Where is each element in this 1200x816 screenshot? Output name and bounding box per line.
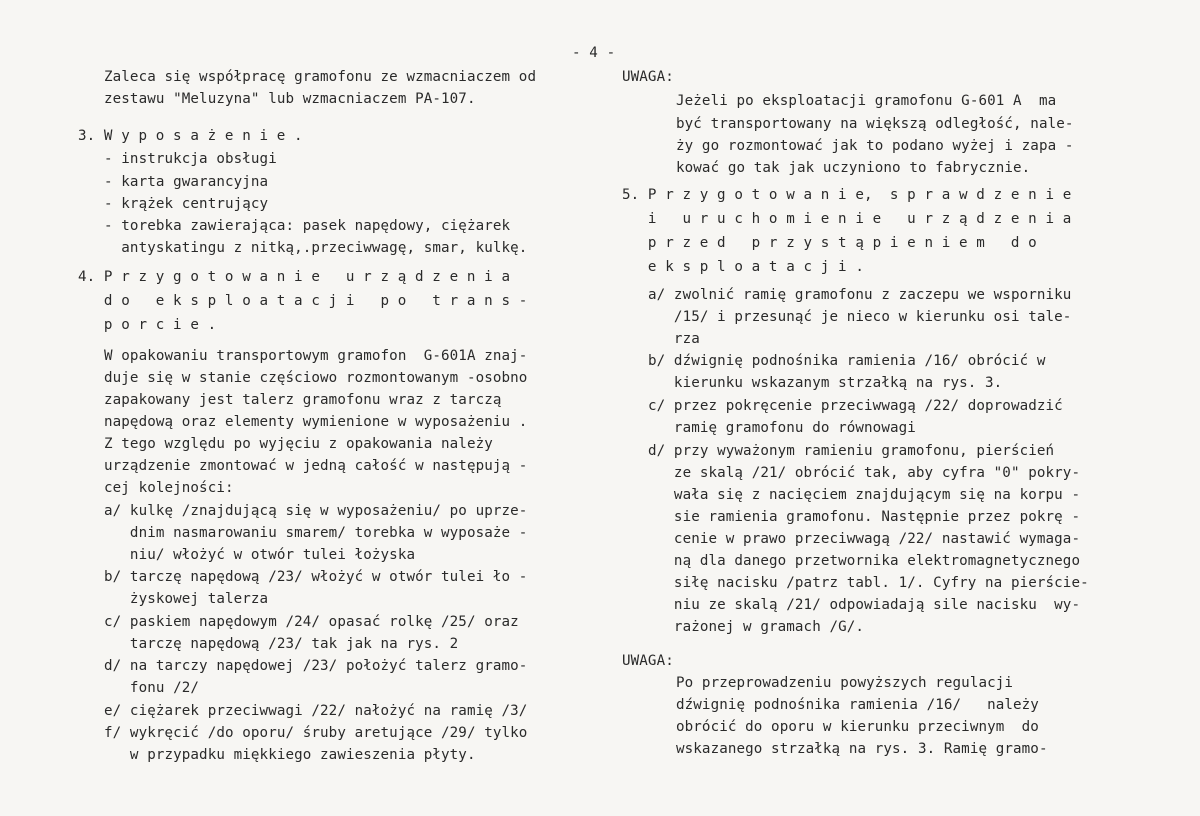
assembly-step: niu/ włożyć w otwór tulei łożyska <box>104 547 416 563</box>
uwaga-line: wskazanego strzałką na rys. 3. Ramię gramo- <box>676 741 1048 757</box>
setup-step: ną dla danego przetwornika elektromagnetycznego <box>648 553 1081 569</box>
assembly-step: żyskowej talerza <box>104 591 269 607</box>
assembly-step: dnim nasmarowaniu smarem/ torebka w wyposaże - <box>104 525 528 541</box>
setup-step: ramię gramofonu do równowagi <box>648 420 916 436</box>
section-4-paragraph-line: napędową oraz elementy wymienione w wyposażeniu . <box>104 414 528 430</box>
uwaga-line: być transportowany na większą odległość, nale- <box>676 116 1074 132</box>
equipment-item: - krążek centrujący <box>104 196 269 212</box>
section-4-paragraph-line: W opakowaniu transportowym gramofon G-601A znaj- <box>104 348 528 364</box>
setup-step: rażonej w gramach /G/. <box>648 619 865 635</box>
uwaga-label: UWAGA: <box>622 69 674 85</box>
setup-step: cenie w prawo przeciwwagą /22/ nastawić wymaga- <box>648 531 1081 547</box>
equipment-item: - instrukcja obsługi <box>104 151 277 167</box>
assembly-step: e/ ciężarek przeciwwagi /22/ nałożyć na ramię /3/ <box>104 703 528 719</box>
intro-line: Zaleca się współpracę gramofonu ze wzmacniaczem od <box>104 69 537 85</box>
section-4-paragraph-line: duje się w stanie częściowo rozmontowanym -osobno <box>104 370 528 386</box>
equipment-item: - karta gwarancyjna <box>104 174 269 190</box>
section-5-heading: e k s p l o a t a c j i . <box>622 259 864 275</box>
assembly-step: tarczę napędową /23/ tak jak na rys. 2 <box>104 636 459 652</box>
equipment-item: antyskatingu z nitką,.przeciwwagę, smar, kulkę. <box>104 240 528 256</box>
setup-step: sie ramienia gramofonu. Następnie przez pokrę - <box>648 509 1081 525</box>
section-4-heading: d o e k s p l o a t a c j i p o t r a n s - <box>78 293 528 309</box>
section-5-heading: i u r u c h o m i e n i e u r z ą d z e n i a <box>622 211 1072 227</box>
setup-step: /15/ i przesunąć je nieco w kierunku osi tale- <box>648 309 1072 325</box>
uwaga-line: kować go tak jak uczyniono to fabrycznie. <box>676 160 1031 176</box>
uwaga-label: UWAGA: <box>622 653 674 669</box>
assembly-step: d/ na tarczy napędowej /23/ położyć talerz gramo- <box>104 658 528 674</box>
assembly-step: w przypadku miękkiego zawieszenia płyty. <box>104 747 476 763</box>
section-4-heading: p o r c i e . <box>78 317 217 333</box>
section-4-paragraph-line: zapakowany jest talerz gramofonu wraz z tarczą <box>104 392 502 408</box>
uwaga-line: ży go rozmontować jak to podano wyżej i zapa - <box>676 138 1074 154</box>
section-4-paragraph-line: urządzenie zmontować w jedną całość w następują - <box>104 458 528 474</box>
setup-step: niu ze skalą /21/ odpowiadają sile nacisku wy- <box>648 597 1081 613</box>
section-5-heading: 5. P r z y g o t o w a n i e, s p r a w d z e n i e <box>622 187 1072 203</box>
section-4-paragraph-line: cej kolejności: <box>104 480 234 496</box>
section-4-paragraph-line: Z tego względu po wyjęciu z opakowania należy <box>104 436 493 452</box>
setup-step: siłę nacisku /patrz tabl. 1/. Cyfry na pierście- <box>648 575 1089 591</box>
page-number: - 4 - <box>572 45 616 61</box>
setup-step: c/ przez pokręcenie przeciwwagą /22/ doprowadzić <box>648 398 1063 414</box>
setup-step: wała się z nacięciem znajdującym się na korpu - <box>648 487 1081 503</box>
setup-step: b/ dźwignię podnośnika ramienia /16/ obrócić w <box>648 353 1046 369</box>
section-4-heading: 4. P r z y g o t o w a n i e u r z ą d z e n i a <box>78 269 511 285</box>
assembly-step: c/ paskiem napędowym /24/ opasać rolkę /25/ oraz <box>104 614 519 630</box>
intro-line: zestawu "Meluzyna" lub wzmacniaczem PA-107. <box>104 91 476 107</box>
section-3-heading: 3. W y p o s a ż e n i e . <box>78 128 303 144</box>
equipment-item: - torebka zawierająca: pasek napędowy, ciężarek <box>104 218 511 234</box>
uwaga-line: obrócić do oporu w kierunku przeciwnym do <box>676 719 1039 735</box>
assembly-step: fonu /2/ <box>104 680 200 696</box>
setup-step: kierunku wskazanym strzałką na rys. 3. <box>648 375 1003 391</box>
uwaga-line: Jeżeli po eksploatacji gramofonu G-601 A ma <box>676 93 1057 109</box>
section-5-heading: p r z e d p r z y s t ą p i e n i e m d o <box>622 235 1037 251</box>
uwaga-line: dźwignię podnośnika ramienia /16/ należy <box>676 697 1039 713</box>
setup-step: ze skalą /21/ obrócić tak, aby cyfra "0" pokry- <box>648 465 1081 481</box>
setup-step: a/ zwolnić ramię gramofonu z zaczepu we wsporniku <box>648 287 1072 303</box>
assembly-step: a/ kulkę /znajdującą się w wyposażeniu/ po uprze- <box>104 503 528 519</box>
assembly-step: b/ tarczę napędową /23/ włożyć w otwór tulei ło - <box>104 569 528 585</box>
uwaga-line: Po przeprowadzeniu powyższych regulacji <box>676 675 1014 691</box>
assembly-step: f/ wykręcić /do oporu/ śruby aretujące /29/ tylko <box>104 725 528 741</box>
setup-step: rza <box>648 331 700 347</box>
setup-step: d/ przy wyważonym ramieniu gramofonu, pierścień <box>648 443 1055 459</box>
